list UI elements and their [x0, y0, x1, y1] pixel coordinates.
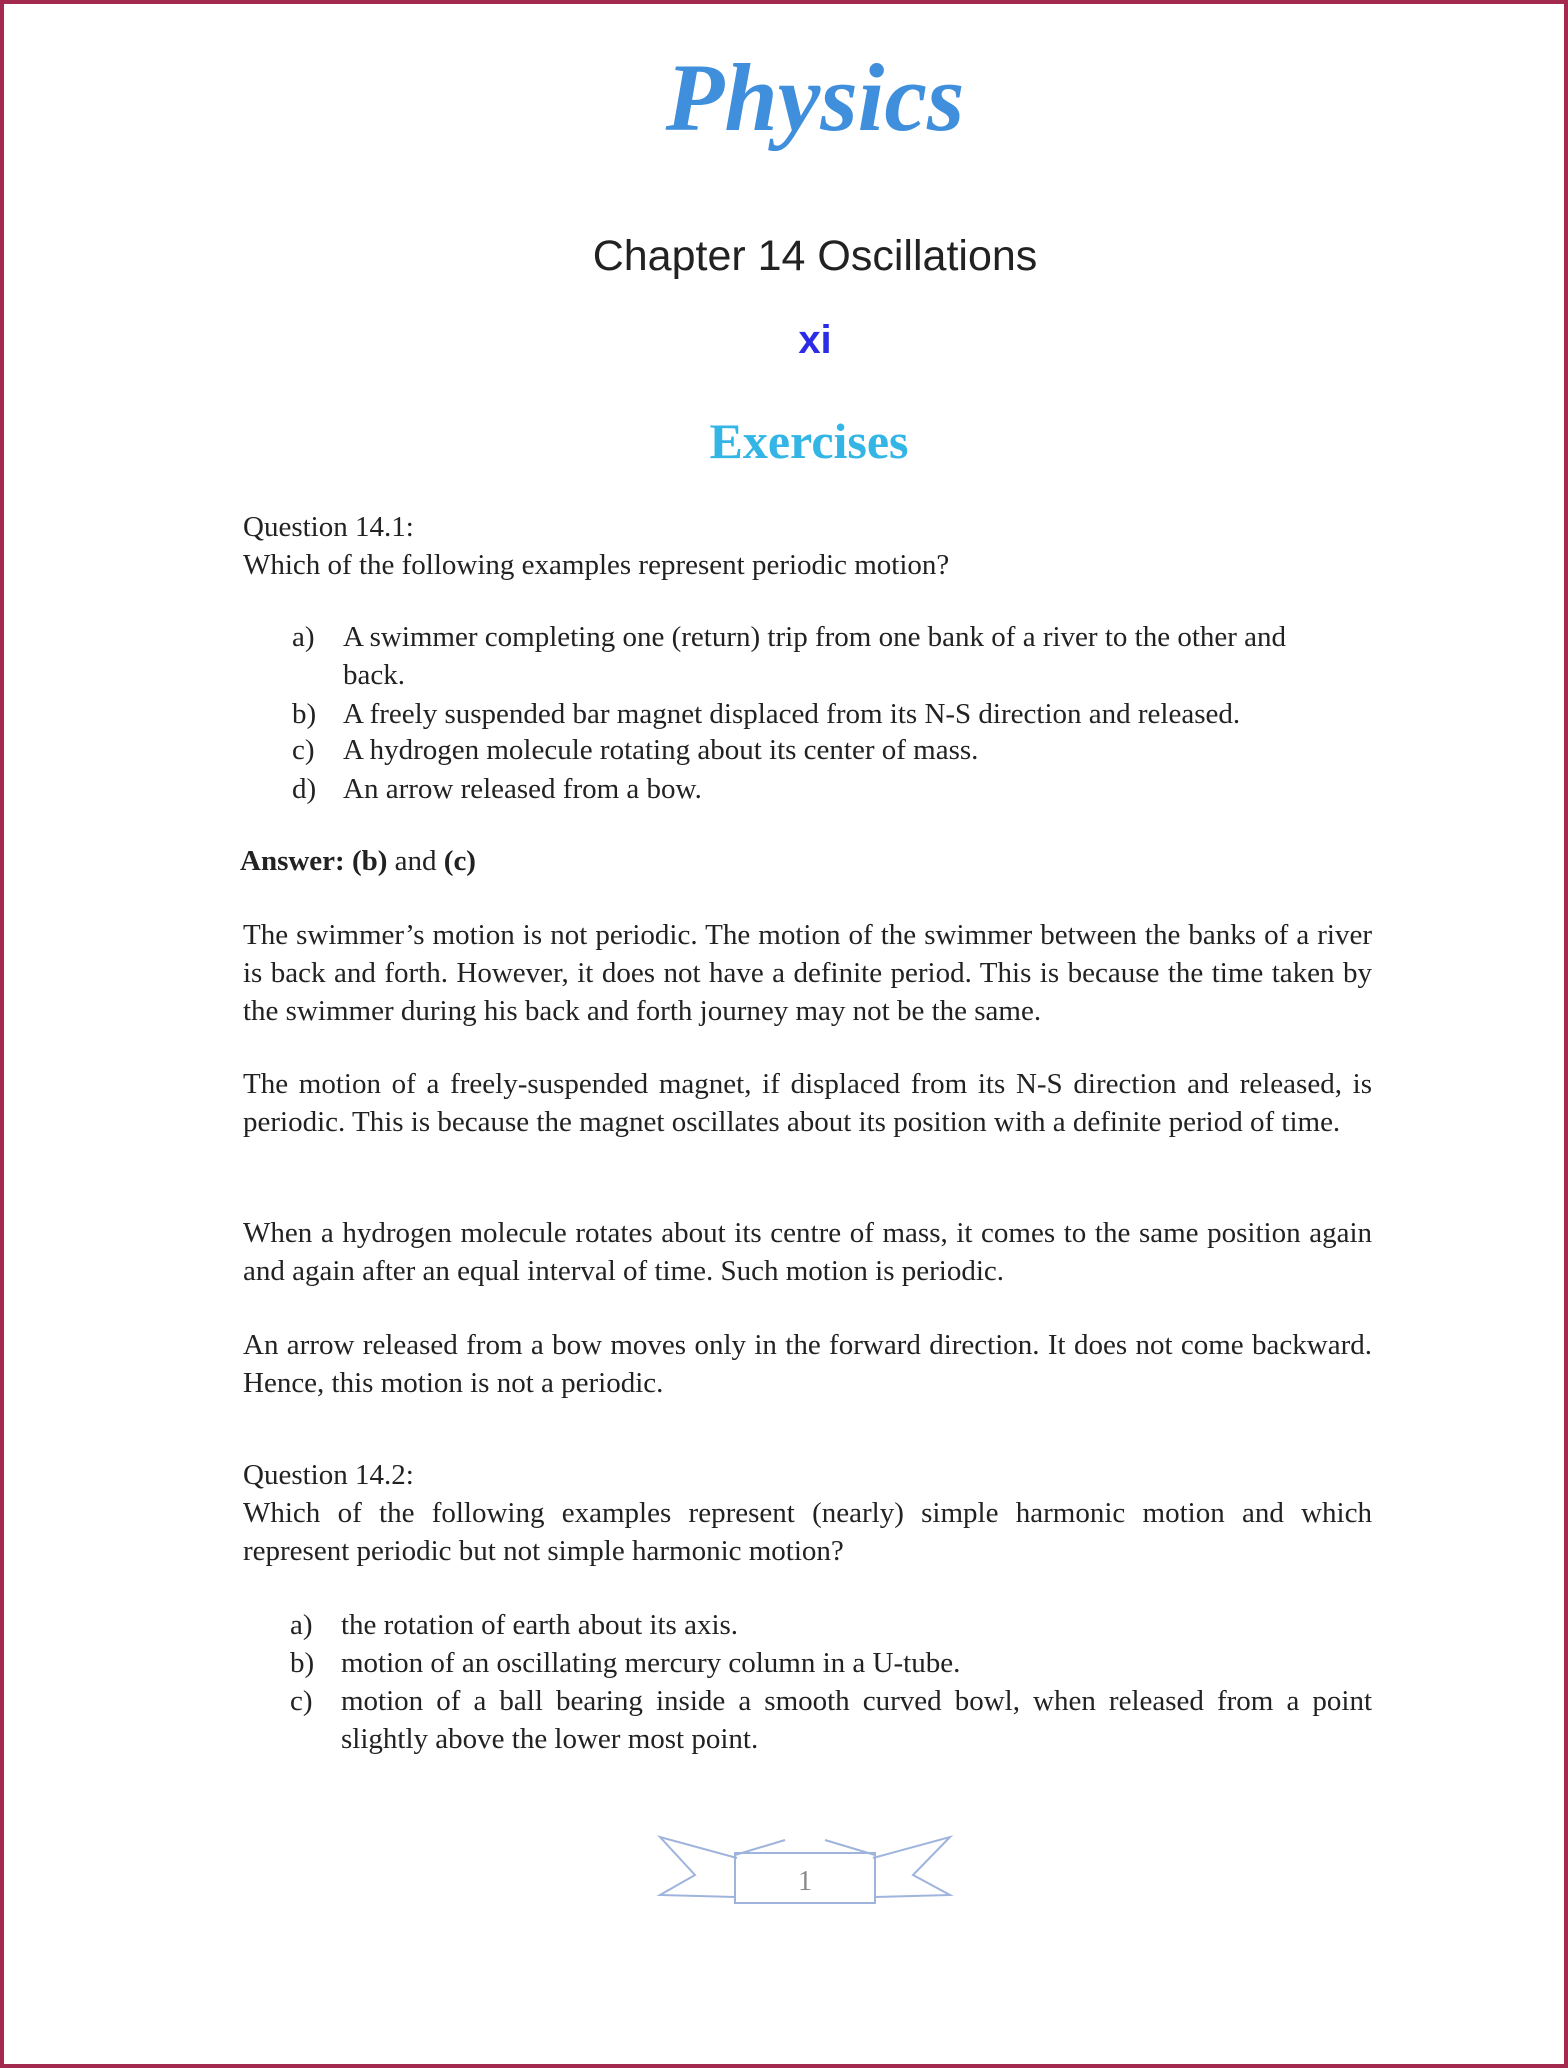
answer-line	[240, 842, 1369, 880]
answer-conjunction: and	[394, 845, 437, 877]
option-text: motion of a ball bearing inside a smooth curved bowl, when released from a point slightly above the lower most point.	[341, 1685, 1372, 1755]
option-text: the rotation of earth about its axis.	[341, 1609, 739, 1641]
question-14-1	[243, 508, 1372, 584]
question-text: Which of the following examples represent periodic motion?	[243, 549, 950, 581]
question-text: Which of the following examples represent (nearly) simple harmonic motion and which represent periodic but not simple harmonic motion?	[243, 1497, 1372, 1567]
answer-paragraph: An arrow released from a bow moves only in the forward direction. It does not come backward. Hence, this motion is not a periodic.	[243, 1329, 1372, 1399]
option-label: b)	[290, 1647, 315, 1679]
option-text: An arrow released from a bow.	[343, 773, 702, 805]
question-label: Question 14.1:	[243, 511, 414, 543]
option-text: A swimmer completing one (return) trip from one bank of a river to the other and back.	[343, 621, 1287, 691]
option-label: a)	[292, 621, 315, 653]
option-text: motion of an oscillating mercury column in a U-tube.	[341, 1647, 961, 1679]
answer-option: (b)	[351, 845, 388, 877]
option-label: d)	[292, 773, 317, 805]
question-1-options	[292, 618, 1372, 818]
subject-title: Physics	[665, 44, 965, 151]
option-text: A hydrogen molecule rotating about its center of mass.	[343, 734, 979, 766]
question-2-options	[290, 1606, 1372, 1766]
chapter-title: Chapter 14 Oscillations	[592, 232, 1038, 280]
answer-paragraph: The swimmer’s motion is not periodic. The motion of the swimmer between the banks of a river is back and forth. However, it does not have a definite period. This is because the time taken by the swimmer during his back and forth journey may not be the same.	[243, 919, 1372, 1027]
class-label: xi	[798, 318, 832, 362]
answer-paragraph: When a hydrogen molecule rotates about its centre of mass, it comes to the same position again and again after an equal interval of time. Such motion is periodic.	[243, 1217, 1372, 1287]
question-label: Question 14.2:	[243, 1459, 414, 1491]
page-number: 1	[798, 1866, 812, 1897]
option-label: c)	[292, 734, 315, 766]
option-label: c)	[290, 1685, 313, 1717]
section-title: Exercises	[709, 413, 909, 469]
option-label: a)	[290, 1609, 313, 1641]
answer-paragraph: The motion of a freely-suspended magnet, if displaced from its N-S direction and released, is periodic. This is because the magnet oscillates about its position with a definite period of time.	[243, 1068, 1372, 1138]
option-label: b)	[292, 698, 317, 730]
option-text: A freely suspended bar magnet displaced from its N-S direction and released.	[343, 698, 1241, 730]
question-14-2	[243, 1456, 1372, 1570]
answer-option: (c)	[443, 845, 476, 877]
answer-label: Answer:	[240, 845, 345, 877]
